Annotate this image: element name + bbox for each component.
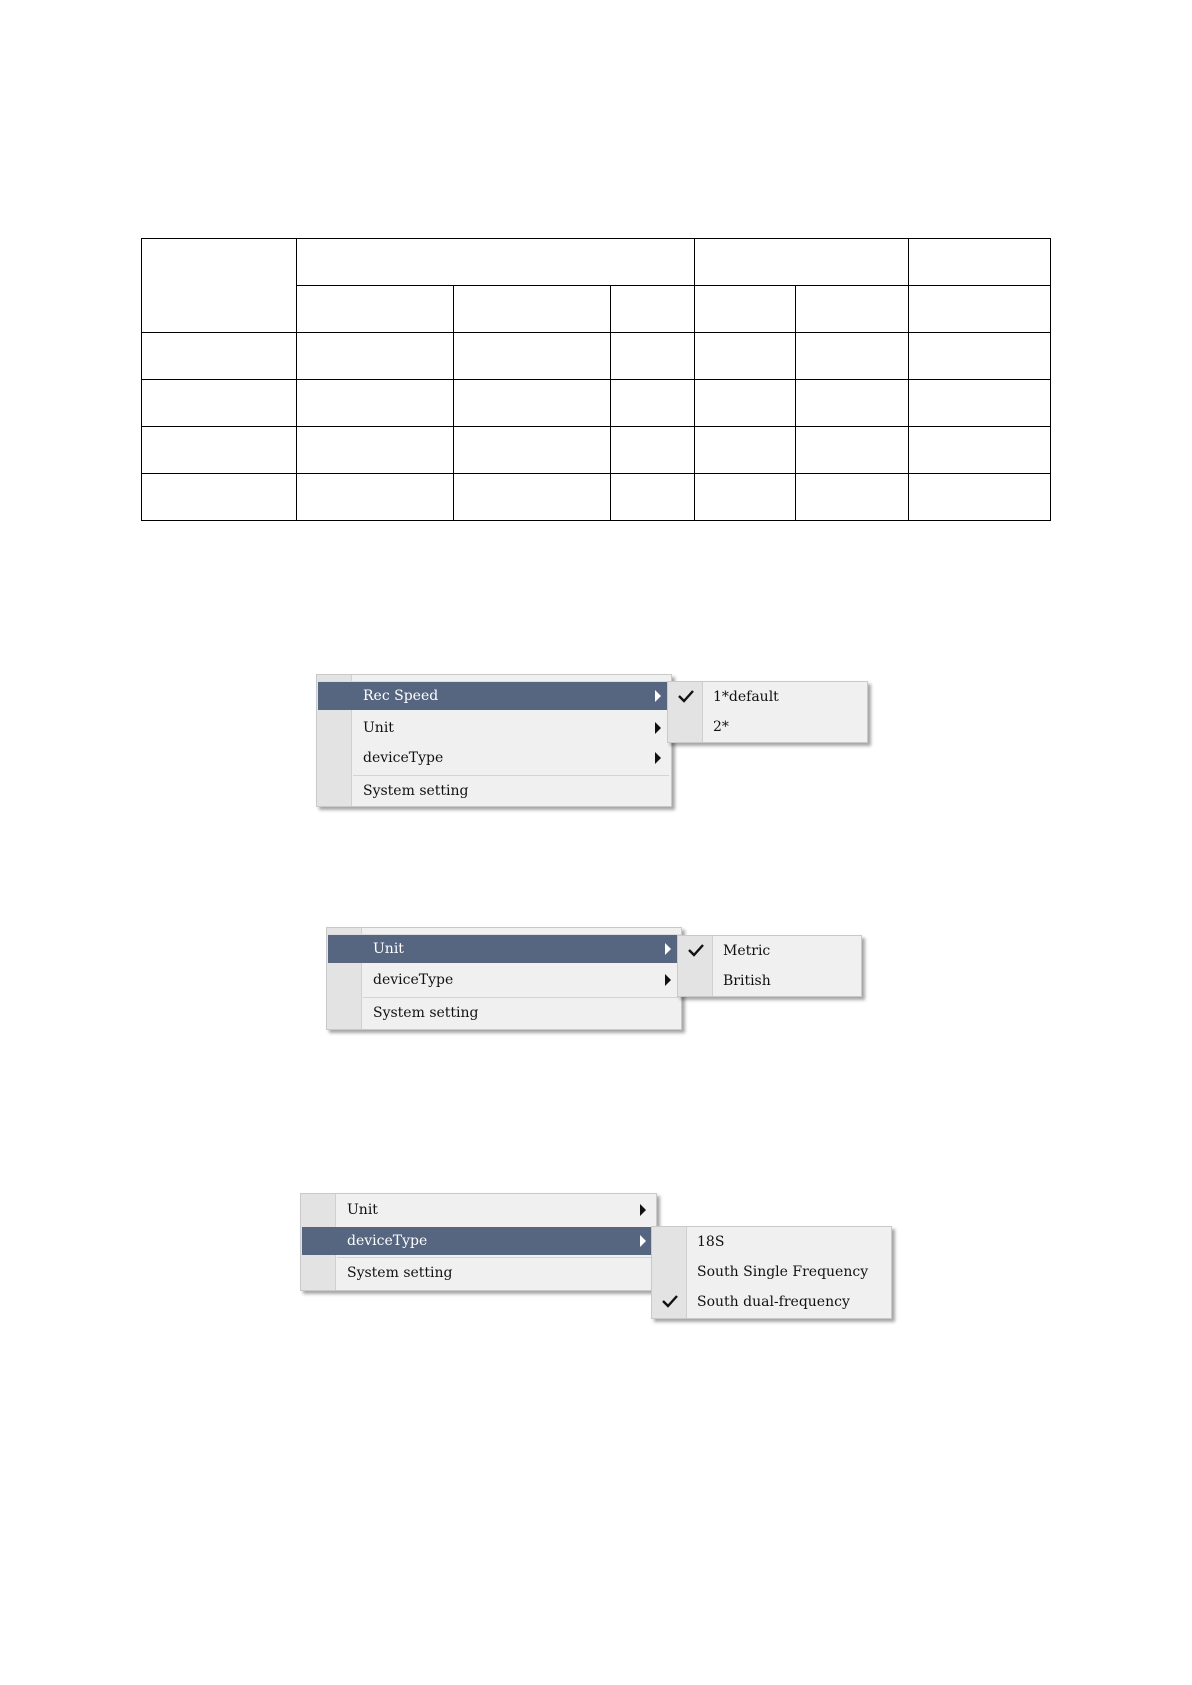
table-cell [909,333,1051,380]
submenu-item-1-default[interactable] [669,683,866,711]
table-cell [796,286,909,333]
table-cell [611,286,695,333]
submenu-item-south-single-frequency[interactable] [653,1258,890,1286]
submenu-item-18s[interactable] [653,1228,890,1256]
submenu-device-type [651,1226,892,1319]
submenu-rec-speed [667,681,868,743]
submenu-item-label: British [723,973,771,989]
table-cell [454,427,611,474]
menu-item-label: System setting [347,1265,453,1281]
menu-item-device-type[interactable] [318,744,670,772]
menu-item-system-setting[interactable] [302,1259,655,1287]
checkmark-icon [688,943,704,957]
table-cell [611,427,695,474]
menu-item-label: System setting [373,1005,479,1021]
table-cell [611,474,695,521]
table-row [142,474,1051,521]
menu-item-system-setting[interactable] [328,999,680,1027]
table-cell [695,474,796,521]
context-menu-unit [326,927,682,1030]
table-cell [695,380,796,427]
table-cell [142,333,297,380]
submenu-item-british[interactable] [679,967,860,995]
table-cell [142,380,297,427]
table-cell [796,474,909,521]
table-cell [297,427,454,474]
table-cell [142,427,297,474]
submenu-arrow-icon [655,722,661,734]
table-cell [695,427,796,474]
table-cell [297,239,695,286]
menu-separator [353,775,669,776]
menu-item-label: deviceType [363,750,444,766]
submenu-item-label: 2* [713,719,729,735]
menu-item-label: Rec Speed [363,688,439,704]
submenu-arrow-icon [665,943,671,955]
submenu-item-label: 18S [697,1234,725,1250]
submenu-arrow-icon [640,1235,646,1247]
table-cell [297,286,454,333]
menu-item-rec-speed[interactable] [318,682,670,710]
submenu-item-label: South dual-frequency [697,1294,850,1310]
table-cell [695,239,909,286]
checkmark-icon [662,1294,678,1308]
menu-item-label: Unit [347,1202,378,1218]
menu-item-device-type[interactable] [328,966,680,994]
table-cell [454,333,611,380]
table-row [142,427,1051,474]
table-cell [297,474,454,521]
submenu-item-label: South Single Frequency [697,1264,869,1280]
submenu-item-2x[interactable] [669,713,866,741]
menu-item-device-type[interactable] [302,1227,655,1255]
table-row [142,239,1051,286]
table-cell [909,380,1051,427]
submenu-arrow-icon [655,752,661,764]
menu-item-label: Unit [373,941,404,957]
submenu-item-label: 1*default [713,689,779,705]
submenu-item-metric[interactable] [679,937,860,965]
menu-item-label: deviceType [373,972,454,988]
table-cell [297,333,454,380]
table-cell [454,380,611,427]
menu-top-edge [327,928,681,935]
menu-top-edge [317,675,671,682]
submenu-arrow-icon [665,974,671,986]
menu-separator [363,997,679,998]
table-cell [909,427,1051,474]
table-cell [796,380,909,427]
menu-item-label: System setting [363,783,469,799]
table-cell [909,474,1051,521]
menu-item-unit[interactable] [302,1196,655,1224]
table-cell [454,474,611,521]
context-menu-rec-speed [316,674,672,807]
table-row [142,380,1051,427]
table-cell [611,333,695,380]
table-cell [796,427,909,474]
table-cell [142,474,297,521]
menu-item-label: Unit [363,720,394,736]
submenu-arrow-icon [655,690,661,702]
table-cell [695,333,796,380]
context-menu-device-type [300,1193,657,1291]
menu-item-unit[interactable] [318,714,670,742]
menu-item-unit[interactable] [328,935,680,963]
table-cell [297,380,454,427]
menu-item-label: deviceType [347,1233,428,1249]
table-cell [454,286,611,333]
table-cell [796,333,909,380]
table-row [142,333,1051,380]
submenu-item-label: Metric [723,943,771,959]
submenu-arrow-icon [640,1204,646,1216]
table-cell [909,239,1051,286]
checkmark-icon [678,689,694,703]
table-cell [611,380,695,427]
submenu-unit [677,935,862,997]
table-cell [695,286,796,333]
empty-table [141,238,1051,521]
menu-separator [337,1257,654,1258]
table-cell [909,286,1051,333]
menu-item-system-setting[interactable] [318,777,670,805]
submenu-item-south-dual-frequency[interactable] [653,1288,890,1316]
table-cell [142,239,297,333]
